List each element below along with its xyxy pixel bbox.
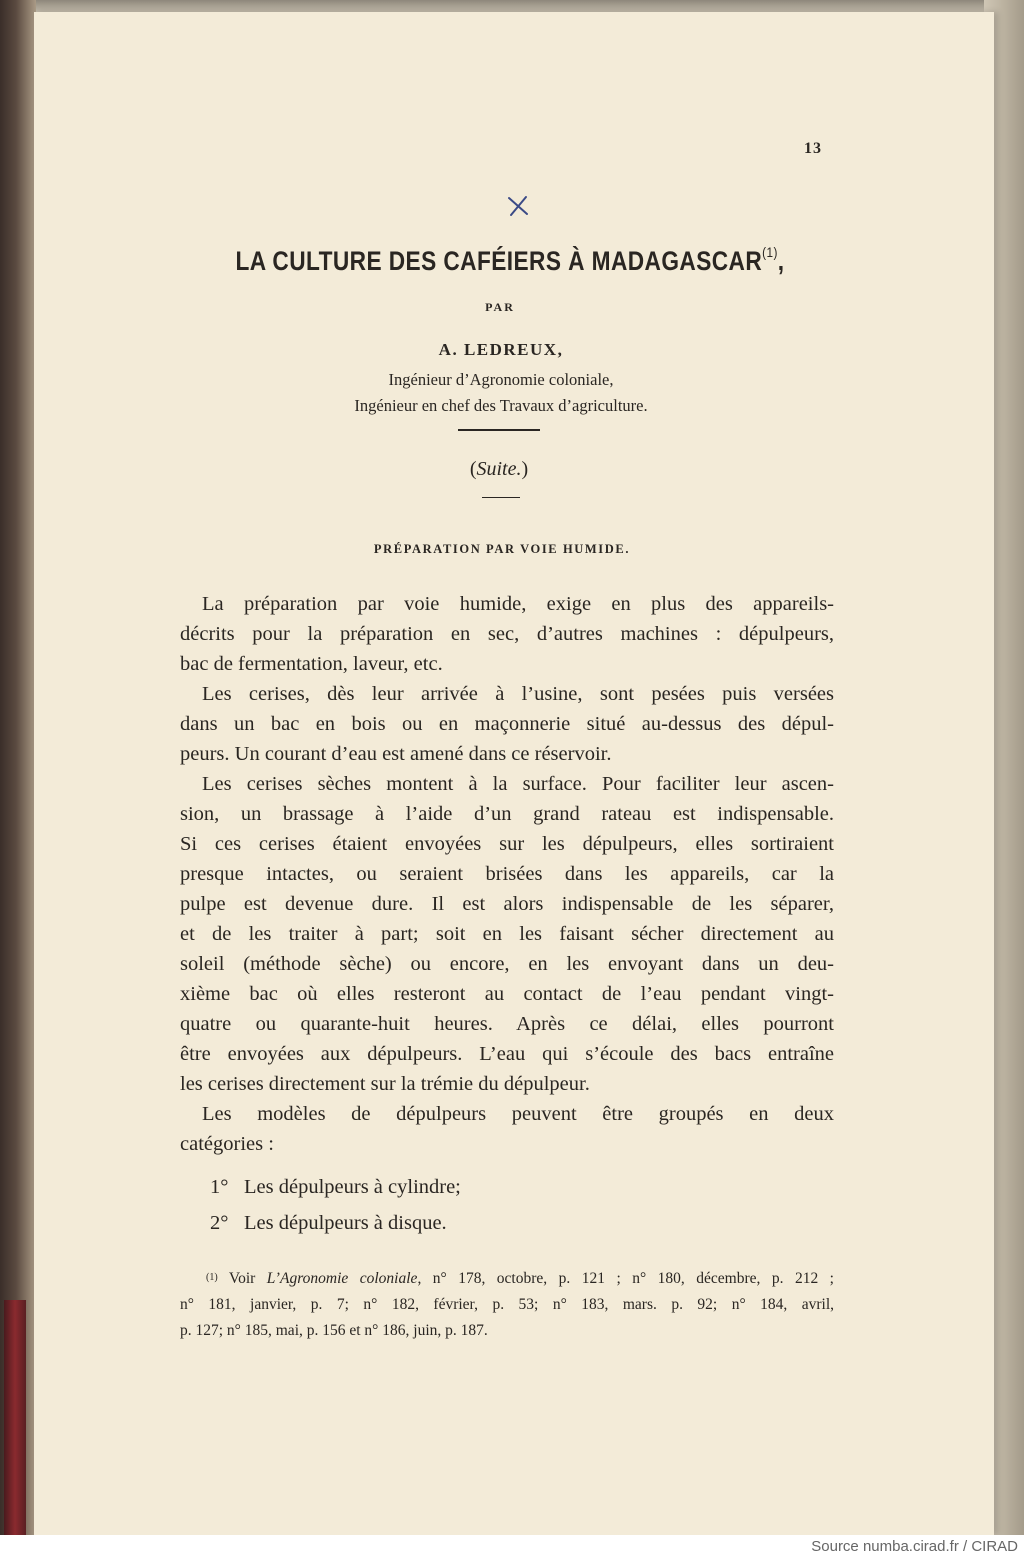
body-line: Les cerises sèches montent à la surface. Pour faciliter leur ascen- [202, 773, 834, 795]
footnote-line-2: n° 181, janvier, p. 7; n° 182, février, p. 53; n° 183, mars. p. 92; n° 184, avril, [180, 1296, 834, 1313]
suite-close-paren: ) [521, 458, 529, 480]
author-affiliation-2: Ingénieur en chef des Travaux d’agriculture. [354, 396, 648, 415]
body-line: soleil (méthode sèche) ou encore, en les envoyant dans un deu- [180, 953, 834, 975]
body-line: pulpe est devenue dure. Il est alors indispensable de les séparer, [180, 893, 834, 915]
byline-par: PAR [485, 300, 515, 314]
list-item [210, 1208, 710, 1238]
title-trailing-comma: , [777, 246, 785, 276]
pencil-cross-mark-icon [506, 194, 530, 218]
footnote-line-3: p. 127; n° 185, mai, p. 156 et n° 186, juin, p. 187. [180, 1322, 488, 1339]
continuation-label [0, 458, 998, 481]
section-heading: PRÉPARATION PAR VOIE HUMIDE. [373, 542, 631, 556]
body-line: Les cerises, dès leur arrivée à l’usine, sont pesées puis versées [202, 683, 834, 705]
article-title-text: LA CULTURE DES CAFÉIERS À MADAGASCAR [235, 246, 763, 276]
body-line: La préparation par voie humide, exige en plus des appareils- [202, 593, 834, 615]
article-title [182, 246, 837, 277]
book-binding-red-band [4, 1300, 26, 1535]
body-line: décrits pour la préparation en sec, d’autres machines : dépulpeurs, [180, 623, 834, 645]
author-name: A. LEDREUX, [438, 340, 564, 359]
list-item-number: 1° [210, 1176, 229, 1198]
title-footnote-ref: (1) [762, 244, 778, 260]
body-line: être envoyées aux dépulpeurs. L’eau qui s’écoule des bacs entraîne [180, 1043, 834, 1065]
body-line: et de les traiter à part; soit en les faisant sécher directement au [180, 923, 834, 945]
body-line: sion, un brassage à l’aide d’un grand rateau est indispensable. [180, 803, 834, 825]
body-line: Si ces cerises étaient envoyées sur les dépulpeurs, elles sortiraient [180, 833, 834, 855]
body-line: quatre ou quarante-huit heures. Après ce délai, elles pourront [180, 1013, 834, 1035]
footnote-journal-title: L’Agronomie coloniale [266, 1270, 418, 1287]
list-item-text: Les dépulpeurs à disque. [244, 1212, 447, 1234]
page-number: 13 [804, 140, 822, 157]
body-line: peurs. Un courant d’eau est amené dans ce réservoir. [180, 743, 612, 765]
list-item [210, 1172, 710, 1202]
list-item-number: 2° [210, 1212, 229, 1234]
body-line: catégories : [180, 1133, 274, 1155]
footnote-mark: (1) [206, 1272, 218, 1283]
body-line: presque intactes, ou seraient brisées dans les appareils, car la [180, 863, 834, 885]
source-credit: Source numba.cirad.fr / CIRAD [811, 1538, 1018, 1555]
list-item-text: Les dépulpeurs à cylindre; [244, 1176, 461, 1198]
body-line: bac de fermentation, laveur, etc. [180, 653, 443, 675]
body-line: dans un bac en bois ou en maçonnerie situé au-dessus des dépul- [180, 713, 834, 735]
body-line: Les modèles de dépulpeurs peuvent être groupés en deux [202, 1103, 834, 1125]
section-divider-rule [482, 497, 520, 498]
author-affiliation-1: Ingénieur d’Agronomie coloniale, [388, 370, 614, 389]
footnote-line1-rest: , n° 178, octobre, p. 121 ; n° 180, décembre, p. 212 ; [417, 1270, 834, 1287]
title-divider-rule [458, 429, 540, 431]
footnote-line-1 [206, 1268, 834, 1290]
suite-open-paren: ( [469, 458, 477, 480]
suite-word: Suite. [476, 458, 522, 480]
footnote-voir: Voir [228, 1270, 267, 1287]
body-line: les cerises directement sur la trémie du dépulpeur. [180, 1073, 590, 1095]
body-line: xième bac où elles resteront au contact de l’eau pendant vingt- [180, 983, 834, 1005]
